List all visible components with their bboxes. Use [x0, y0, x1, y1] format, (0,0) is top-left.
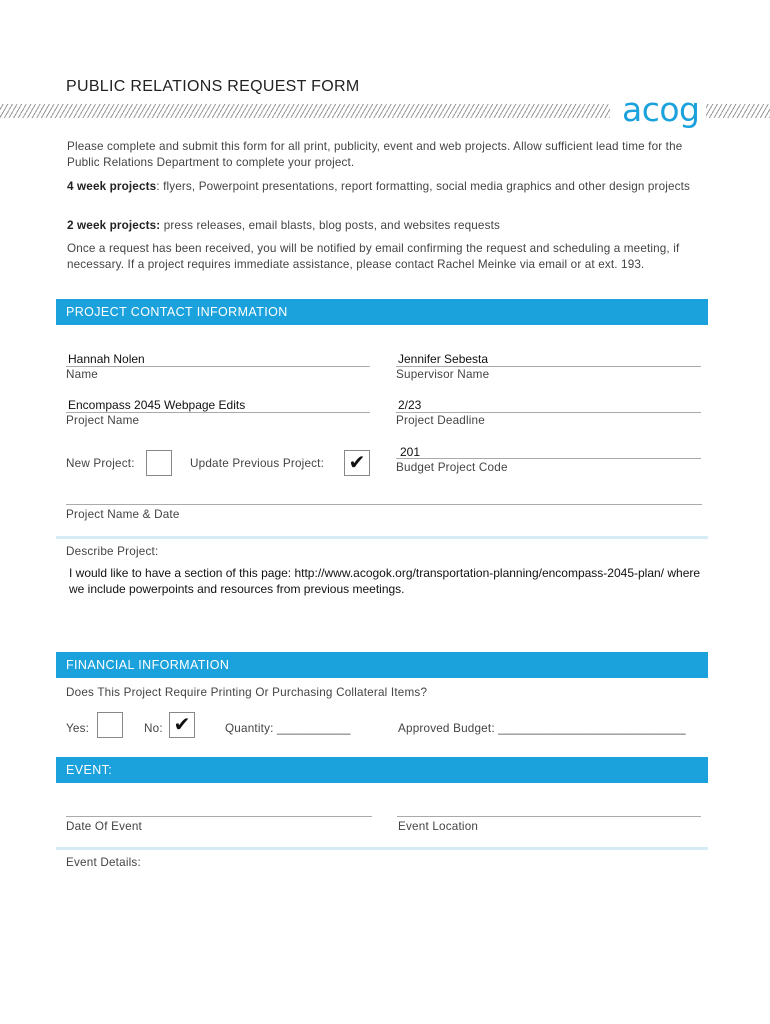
update-project-checkbox[interactable]: ✔ [344, 450, 370, 476]
budget-code-value[interactable]: 201 [400, 445, 421, 459]
project-name-underline [66, 412, 370, 413]
two-week-heading: 2 week projects: [67, 219, 161, 232]
no-checkbox[interactable]: ✔ [169, 712, 195, 738]
budget-code-underline [396, 458, 701, 459]
approved-budget-label: Approved Budget: [398, 722, 495, 735]
event-details-label: Event Details: [66, 856, 141, 869]
name-underline [66, 366, 370, 367]
supervisor-label: Supervisor Name [396, 368, 490, 381]
no-label: No: [144, 722, 163, 735]
intro-paragraph: Please complete and submit this form for all print, publicity, event and web projects. Allow sufficient lead time for the Public Relations Department to complete your project. [67, 140, 683, 169]
supervisor-underline [396, 366, 701, 367]
two-week-paragraph [67, 218, 707, 234]
four-week-heading: 4 week projects [67, 180, 157, 193]
quantity-field[interactable] [225, 722, 351, 735]
printing-question: Does This Project Require Printing Or Purchasing Collateral Items? [66, 686, 428, 699]
new-project-checkbox[interactable] [146, 450, 172, 476]
header-hatch-right [706, 104, 770, 118]
event-date-label: Date Of Event [66, 820, 143, 833]
four-week-paragraph [67, 179, 707, 195]
four-week-text: : flyers, Powerpoint presentations, report formatting, social media graphics and other design projects [156, 180, 691, 193]
project-name-label: Project Name [66, 414, 140, 427]
project-name-date-label: Project Name & Date [66, 508, 180, 521]
event-date-underline[interactable] [66, 816, 372, 817]
approved-budget-blank: ____________________________ [498, 722, 686, 735]
budget-code-label: Budget Project Code [396, 461, 508, 474]
update-project-label: Update Previous Project: [190, 457, 325, 470]
describe-project-value[interactable]: I would like to have a section of this page: http://www.acogok.org/transportation-planning/encompass-2045-plan/ where we include powerpoints and resources from previous meetings. [69, 566, 701, 596]
section-divider [56, 536, 708, 539]
acog-logo: acog [622, 90, 700, 129]
project-name-date-underline[interactable] [66, 504, 702, 505]
new-project-label: New Project: [66, 457, 135, 470]
deadline-underline [396, 412, 701, 413]
approved-budget-field[interactable] [398, 722, 686, 735]
yes-label: Yes: [66, 722, 90, 735]
header-hatch-left [0, 104, 610, 118]
describe-project-label: Describe Project: [66, 545, 159, 558]
section-header-financial: FINANCIAL INFORMATION [56, 652, 708, 678]
quantity-blank: ___________ [277, 722, 351, 735]
quantity-label: Quantity: [225, 722, 274, 735]
project-name-value[interactable]: Encompass 2045 Webpage Edits [68, 398, 246, 412]
event-location-underline[interactable] [397, 816, 701, 817]
deadline-value[interactable]: 2/23 [398, 398, 422, 412]
event-location-label: Event Location [398, 820, 479, 833]
section-header-contact: PROJECT CONTACT INFORMATION [56, 299, 708, 325]
notification-paragraph: Once a request has been received, you will be notified by email confirming the request and scheduling a meeting, if necessary. If a project requires immediate assistance, please contact Rachel Meinke via email or at ext. 193. [67, 242, 680, 271]
deadline-label: Project Deadline [396, 414, 485, 427]
event-divider [56, 847, 708, 850]
yes-checkbox[interactable] [97, 712, 123, 738]
supervisor-value[interactable]: Jennifer Sebesta [398, 352, 489, 366]
section-header-event: EVENT: [56, 757, 708, 783]
two-week-text: press releases, email blasts, blog posts, and websites requests [160, 219, 500, 232]
name-label: Name [66, 368, 98, 381]
name-value[interactable]: Hannah Nolen [68, 352, 145, 366]
page-title: PUBLIC RELATIONS REQUEST FORM [66, 78, 360, 95]
